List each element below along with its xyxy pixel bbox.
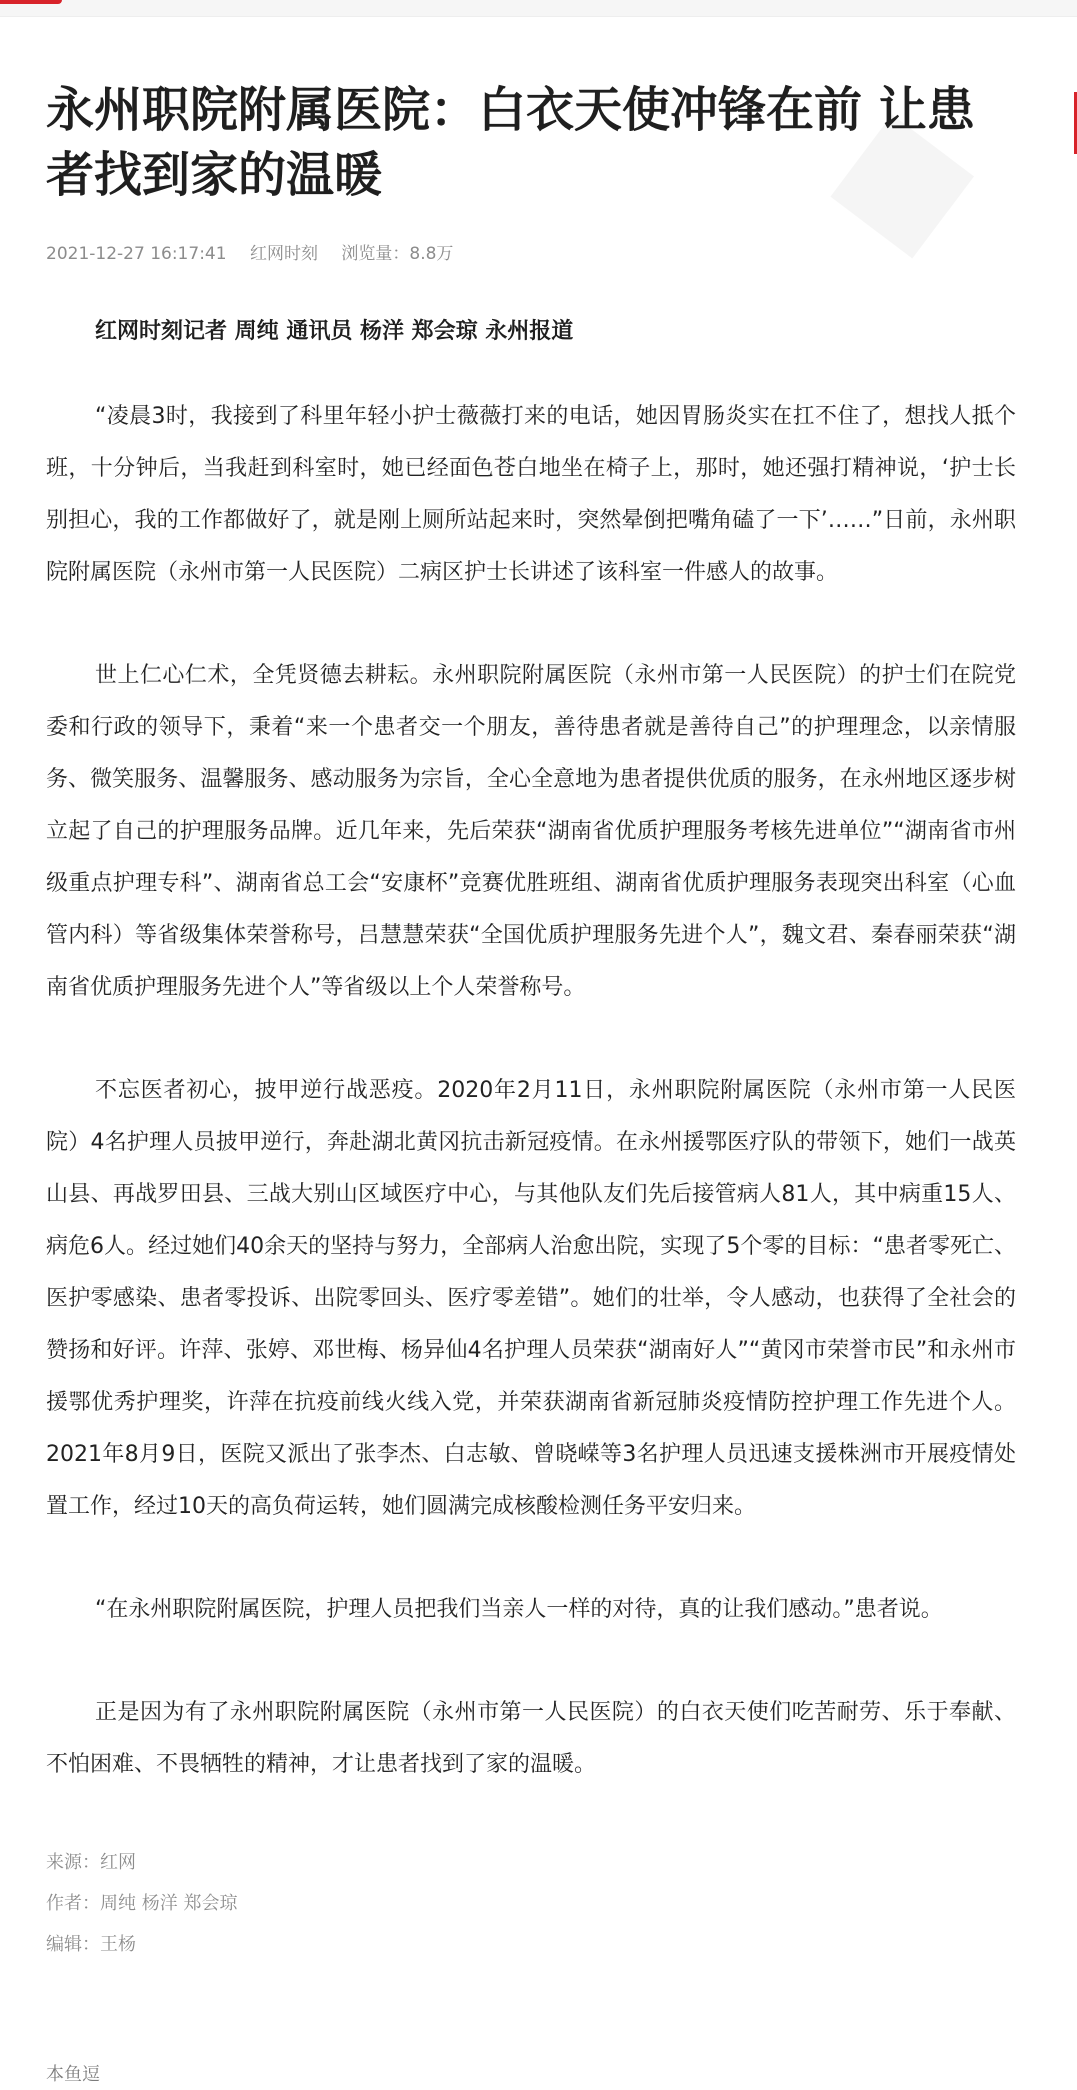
article-paragraph: 不忘医者初心，披甲逆行战恶疫。2020年2月11日，永州职院附属医院（永州市第一人民医院）4名护理人员披甲逆行，奔赴湖北黄冈抗击新冠疫情。在永州援鄂医疗队的带领下，她们一战英山县、再战罗田县、三战大别山区域医疗中心，与其他队友们先后接管病人81人，其中病重15人、病危6人。经过她们40余天的坚持与努力，全部病人治愈出院，实现了5个零的目标：“患者零死亡、医护零感染、患者零投诉、出院零回头、医疗零差错”。她们的壮举，令人感动，也获得了全社会的赞扬和好评。许萍、张婷、邓世梅、杨异仙4名护理人员荣获“湖南好人”“黄冈市荣誉市民”和永州市援鄂优秀护理奖，许萍在抗疫前线火线入党，并荣获湖南省新冠肺炎疫情防控护理工作先进个人。2021年8月9日，医院又派出了张李杰、白志敏、曾晓嵘等3名护理人员迅速支援株洲市开展疫情处置工作，经过10天的高负荷运转，她们圆满完成核酸检测任务平安归来。 — [46, 1078, 1016, 1519]
article-title: 永州职院附属医院：白衣天使冲锋在前 让患者找到家的温暖 — [46, 82, 975, 203]
brand-accent-bar — [0, 0, 62, 4]
article-body — [46, 391, 1016, 1791]
article-paragraph: “在永州职院附属医院，护理人员把我们当亲人一样的对待，真的让我们感动。”患者说。 — [95, 1597, 943, 1622]
article-paragraph: 世上仁心仁术，全凭贤德去耕耘。永州职院附属医院（永州市第一人民医院）的护士们在院党委和行政的领导下，秉着“来一个患者交一个朋友，善待患者就是善待自己”的护理理念，以亲情服务、微笑服务、温馨服务、感动服务为宗旨，全心全意地为患者提供优质的服务，在永州地区逐步树立起了自己的护理服务品牌。近几年来，先后荣获“湖南省优质护理服务考核先进单位”“湖南省市州级重点护理专科”、湖南省总工会“安康杯”竞赛优胜班组、湖南省优质护理服务表现突出科室（心血管内科）等省级集体荣誉称号，吕慧慧荣获“全国优质护理服务先进个人”，魏文君、秦春丽荣获“湖南省优质护理服务先进个人”等省级以上个人荣誉称号。 — [46, 663, 1016, 1000]
news-article — [46, 78, 1016, 1965]
article-byline: 红网时刻记者 周纯 通讯员 杨洋 郑会琼 永州报道 — [95, 319, 574, 344]
article-paragraph: “凌晨3时，我接到了科里年轻小护士薇薇打来的电话，她因胃肠炎实在扛不住了，想找人抵个班，十分钟后，当我赶到科室时，她已经面色苍白地坐在椅子上，那时，她还强打精神说，‘护士长别担心，我的工作都做好了，就是刚上厕所站起来时，突然晕倒把嘴角磕了一下’……”日前，永州职院附属医院（永州市第一人民医院）二病区护士长讲述了该科室一件感人的故事。 — [46, 404, 1016, 585]
background-watermark: ◆ — [812, 50, 988, 291]
article-paragraph: 正是因为有了永州职院附属医院（永州市第一人民医院）的白衣天使们吃苦耐劳、乐于奉献、不怕困难、不畏牺牲的精神，才让患者找到了家的温暖。 — [46, 1700, 1016, 1777]
source-channel[interactable]: 红网时刻 — [249, 244, 318, 264]
view-count: 浏览量：8.8万 — [341, 244, 454, 264]
article-footer — [46, 1842, 1016, 1965]
publish-datetime: 2021-12-27 16:17:41 — [46, 244, 227, 264]
truncated-bottom-text: 本鱼逗 — [46, 2064, 100, 2085]
author-line: 作者：周纯 杨洋 郑会琼 — [46, 1893, 238, 1914]
editor-line: 编辑：王杨 — [46, 1934, 136, 1955]
article-meta — [46, 242, 1016, 266]
top-app-bar — [0, 0, 1077, 17]
source-line: 来源：红网 — [46, 1852, 136, 1873]
